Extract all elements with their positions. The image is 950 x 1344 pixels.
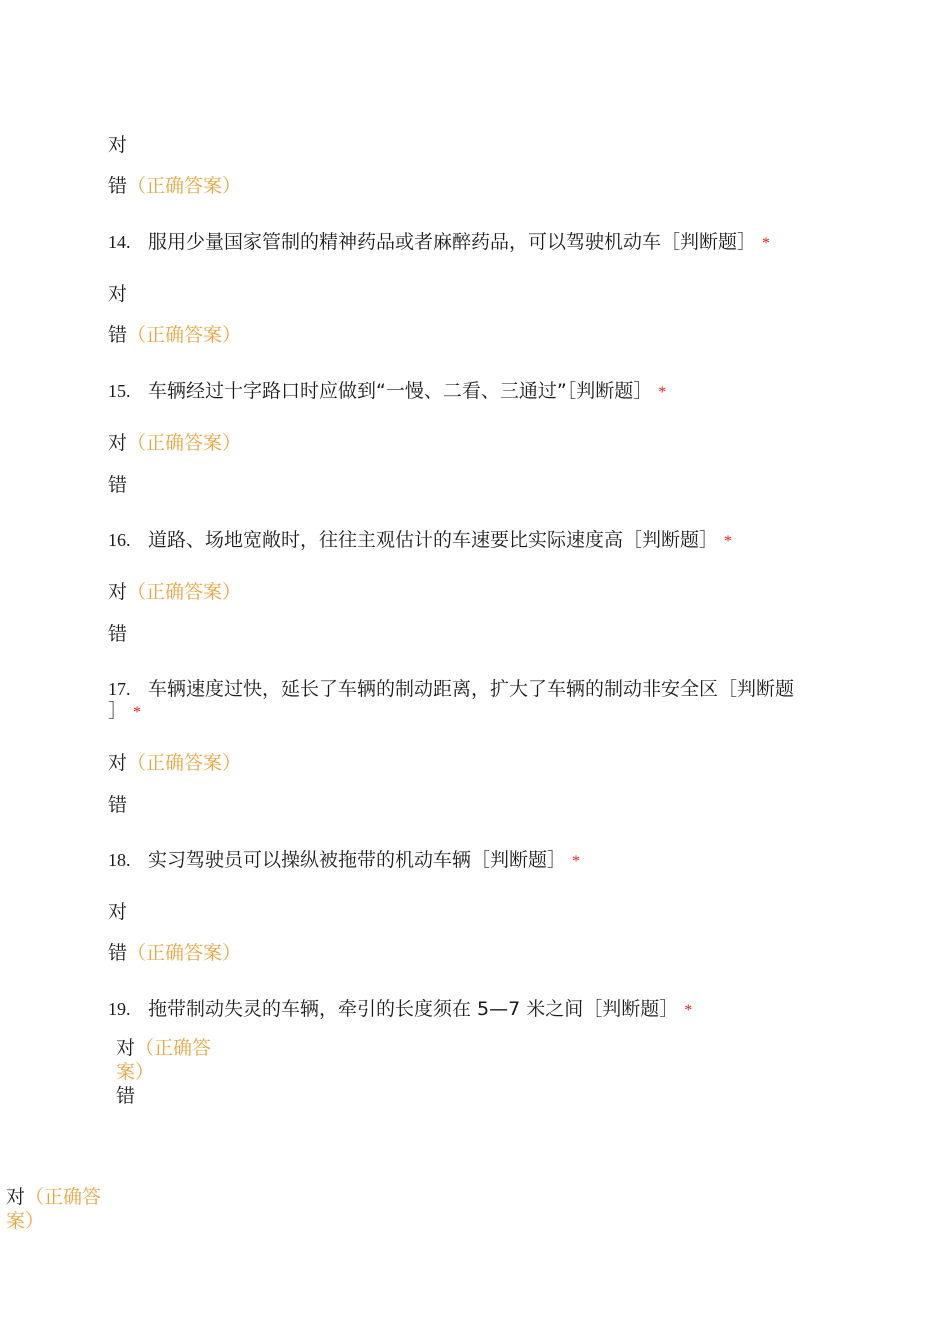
option-true-label: 对 — [108, 901, 128, 923]
correct-answer-tag-part2: 案） — [6, 1210, 45, 1232]
option-false-q18[interactable] — [108, 941, 241, 965]
option-false-q19[interactable] — [116, 1084, 135, 1108]
question-text: 拖带制动失灵的车辆，牵引的长度须在 5—7 米之间［判断题］ — [148, 998, 679, 1020]
question-number: 14. — [108, 232, 131, 252]
question-18 — [108, 848, 580, 874]
question-number: 17. — [108, 679, 131, 699]
correct-answer-tag: （正确答案） — [127, 581, 242, 603]
correct-answer-tag-part2: 案） — [116, 1061, 155, 1083]
option-true-q16[interactable] — [108, 580, 241, 604]
question-19 — [108, 997, 692, 1023]
option-true-label: 对 — [6, 1186, 26, 1208]
option-false-label: 错 — [108, 175, 128, 197]
question-text-continuation: ］ — [108, 700, 128, 722]
correct-answer-tag: （正确答案） — [127, 175, 242, 197]
option-false-q17[interactable] — [108, 793, 127, 817]
question-number: 16. — [108, 530, 131, 550]
option-true-label: 对 — [116, 1037, 136, 1059]
question-text: 道路、场地宽敞时，往往主观估计的车速要比实际速度高［判断题］ — [148, 529, 719, 551]
correct-answer-tag-part1: （正确答 — [25, 1186, 102, 1208]
option-true-q19-wrap — [116, 1060, 154, 1084]
correct-answer-tag: （正确答案） — [127, 432, 242, 454]
correct-answer-tag: （正确答案） — [127, 752, 242, 774]
correct-answer-tag: （正确答案） — [127, 942, 242, 964]
option-true-label: 对 — [108, 134, 128, 156]
option-true-label: 对 — [108, 283, 128, 305]
required-asterisk: * — [133, 704, 142, 721]
option-true-label: 对 — [108, 432, 128, 454]
option-false-label: 错 — [116, 1085, 136, 1107]
option-false-q14[interactable] — [108, 323, 241, 347]
required-asterisk: * — [658, 384, 667, 401]
question-text: 实习驾驶员可以操纵被拖带的机动车辆［判断题］ — [148, 849, 567, 871]
option-true-q17[interactable] — [108, 751, 241, 775]
option-false-label: 错 — [108, 324, 128, 346]
required-asterisk: * — [724, 533, 733, 550]
question-17 — [108, 677, 794, 701]
correct-answer-tag-part1: （正确答 — [135, 1037, 212, 1059]
option-false-q15[interactable] — [108, 473, 127, 497]
question-16 — [108, 528, 732, 554]
option-true-q15[interactable] — [108, 431, 241, 455]
question-text: 车辆速度过快，延长了车辆的制动距离，扩大了车辆的制动非安全区［判断题 — [148, 678, 795, 700]
question-17-continuation — [108, 699, 141, 725]
question-number: 15. — [108, 381, 131, 401]
question-15 — [108, 379, 666, 405]
option-false-label: 错 — [108, 623, 128, 645]
option-true-fragment-wrap — [6, 1209, 44, 1233]
option-true-q18[interactable] — [108, 900, 127, 924]
option-false-label: 错 — [108, 794, 128, 816]
question-text: 车辆经过十字路口时应做到“一慢、二看、三通过”［判断题］ — [148, 380, 653, 402]
option-true-label: 对 — [108, 752, 128, 774]
option-true-q13[interactable] — [108, 133, 127, 157]
question-14 — [108, 230, 770, 256]
question-number: 19. — [108, 999, 131, 1019]
option-false-q13[interactable] — [108, 174, 241, 198]
option-false-q16[interactable] — [108, 622, 127, 646]
option-false-label: 错 — [108, 474, 128, 496]
option-false-label: 错 — [108, 942, 128, 964]
question-text: 服用少量国家管制的精神药品或者麻醉药品，可以驾驶机动车［判断题］ — [148, 231, 757, 253]
option-true-fragment[interactable] — [6, 1185, 101, 1209]
question-number: 18. — [108, 850, 131, 870]
option-true-label: 对 — [108, 581, 128, 603]
correct-answer-tag: （正确答案） — [127, 324, 242, 346]
required-asterisk: * — [762, 235, 771, 252]
required-asterisk: * — [684, 1002, 693, 1019]
option-true-q14[interactable] — [108, 282, 127, 306]
option-true-q19[interactable] — [116, 1036, 211, 1060]
required-asterisk: * — [572, 853, 581, 870]
